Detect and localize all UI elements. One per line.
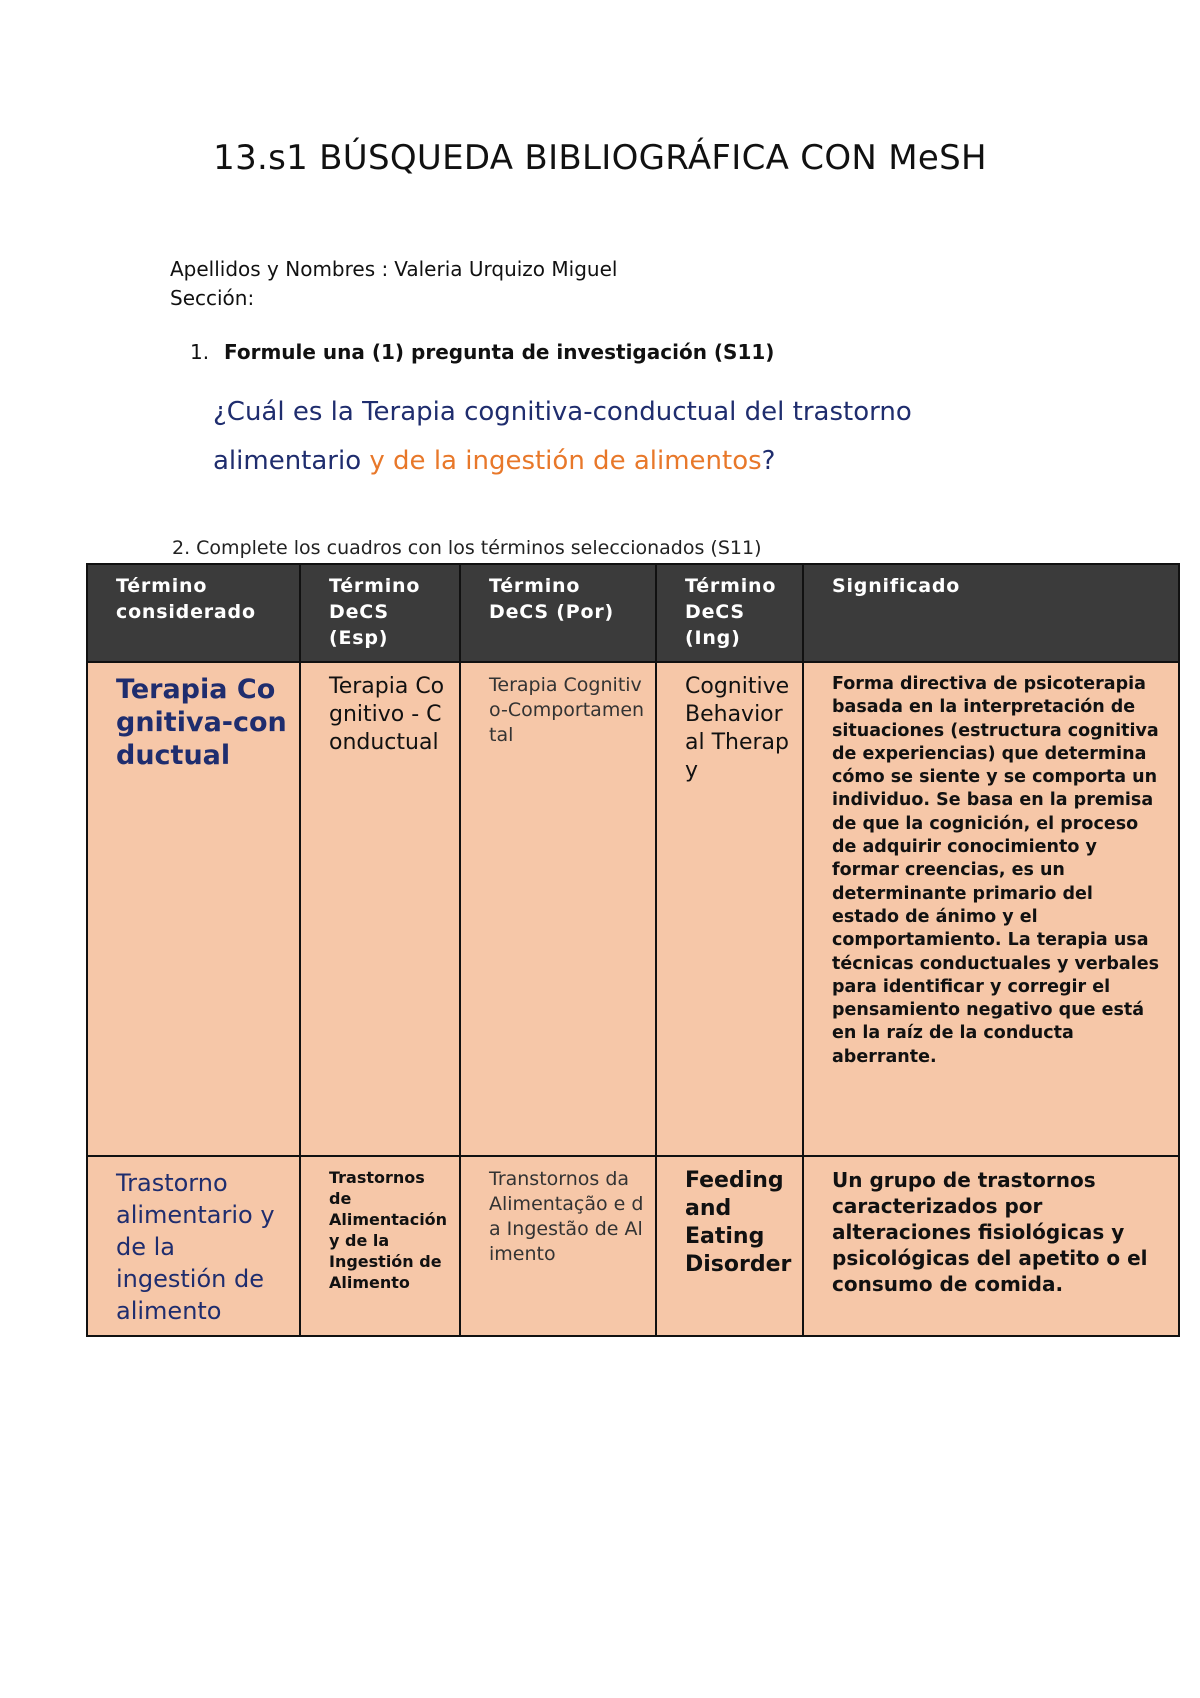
question-1: [190, 340, 774, 364]
cell-meaning: Forma directiva de psicoterapia basada en la interpretación de situaciones (estructura cognitiva de experiencias) que determina cómo se siente y se comporta un individuo. Se basa en la premisa de que la cognición, el proceso de adquirir conocimiento y formar creencias, es un determinante primario del estado de ánimo y el comportamiento. La terapia usa técnicas conductuales y verbales para identificar y corregir el pensamiento negativo que está en la raíz de la conducta aberrante.: [803, 662, 1179, 1156]
cell-decs-esp: Trastornos de Alimentación y de la Ingestión de Alimento: [300, 1156, 460, 1336]
question-2-label: 2. Complete los cuadros con los términos seleccionados (S11): [172, 537, 762, 559]
research-question-part2: y de la ingestión de alimentos: [361, 446, 762, 476]
research-question-part1: ¿Cuál es la Terapia cognitiva-conductual del trastorno alimentario: [213, 397, 912, 476]
cell-decs-ing: Cognitive Behavioral Therapy: [656, 662, 803, 1156]
table-header-row: [87, 564, 1179, 662]
header-meaning: Significado: [803, 564, 1179, 662]
header-decs-esp: Término DeCS (Esp): [300, 564, 460, 662]
student-info: [170, 255, 617, 313]
cell-considered: Trastorno alimentario y de la ingestión de alimento: [87, 1156, 300, 1336]
cell-decs-por: Transtornos da Alimentação e da Ingestão de Alimento: [460, 1156, 656, 1336]
terms-table: [86, 563, 1180, 1337]
page-title: 13.s1 BÚSQUEDA BIBLIOGRÁFICA CON MeSH: [213, 138, 987, 178]
cell-decs-esp: Terapia Cognitivo - Conductual: [300, 662, 460, 1156]
table-row: [87, 1156, 1179, 1336]
research-question: [213, 388, 1033, 486]
question-1-label: Formule una (1) pregunta de investigación (S11): [224, 340, 775, 364]
cell-meaning: Un grupo de trastornos caracterizados por alteraciones fisiológicas y psicológicas del apetito o el consumo de comida.: [803, 1156, 1179, 1336]
header-decs-ing: Término DeCS (Ing): [656, 564, 803, 662]
research-question-part3: ?: [761, 446, 776, 476]
name-value: Valeria Urquizo Miguel: [394, 257, 618, 281]
question-1-number: 1.: [190, 340, 210, 364]
section-label: Sección:: [170, 286, 255, 310]
cell-considered: Terapia Cognitiva-conductual: [87, 662, 300, 1156]
name-line: [170, 255, 617, 284]
table-row: [87, 662, 1179, 1156]
cell-decs-por: Terapia Cognitivo-Comportamental: [460, 662, 656, 1156]
name-label: Apellidos y Nombres :: [170, 257, 389, 281]
cell-decs-ing: Feeding and Eating Disorder: [656, 1156, 803, 1336]
header-considered: Término considerado: [87, 564, 300, 662]
header-decs-por: Término DeCS (Por): [460, 564, 656, 662]
